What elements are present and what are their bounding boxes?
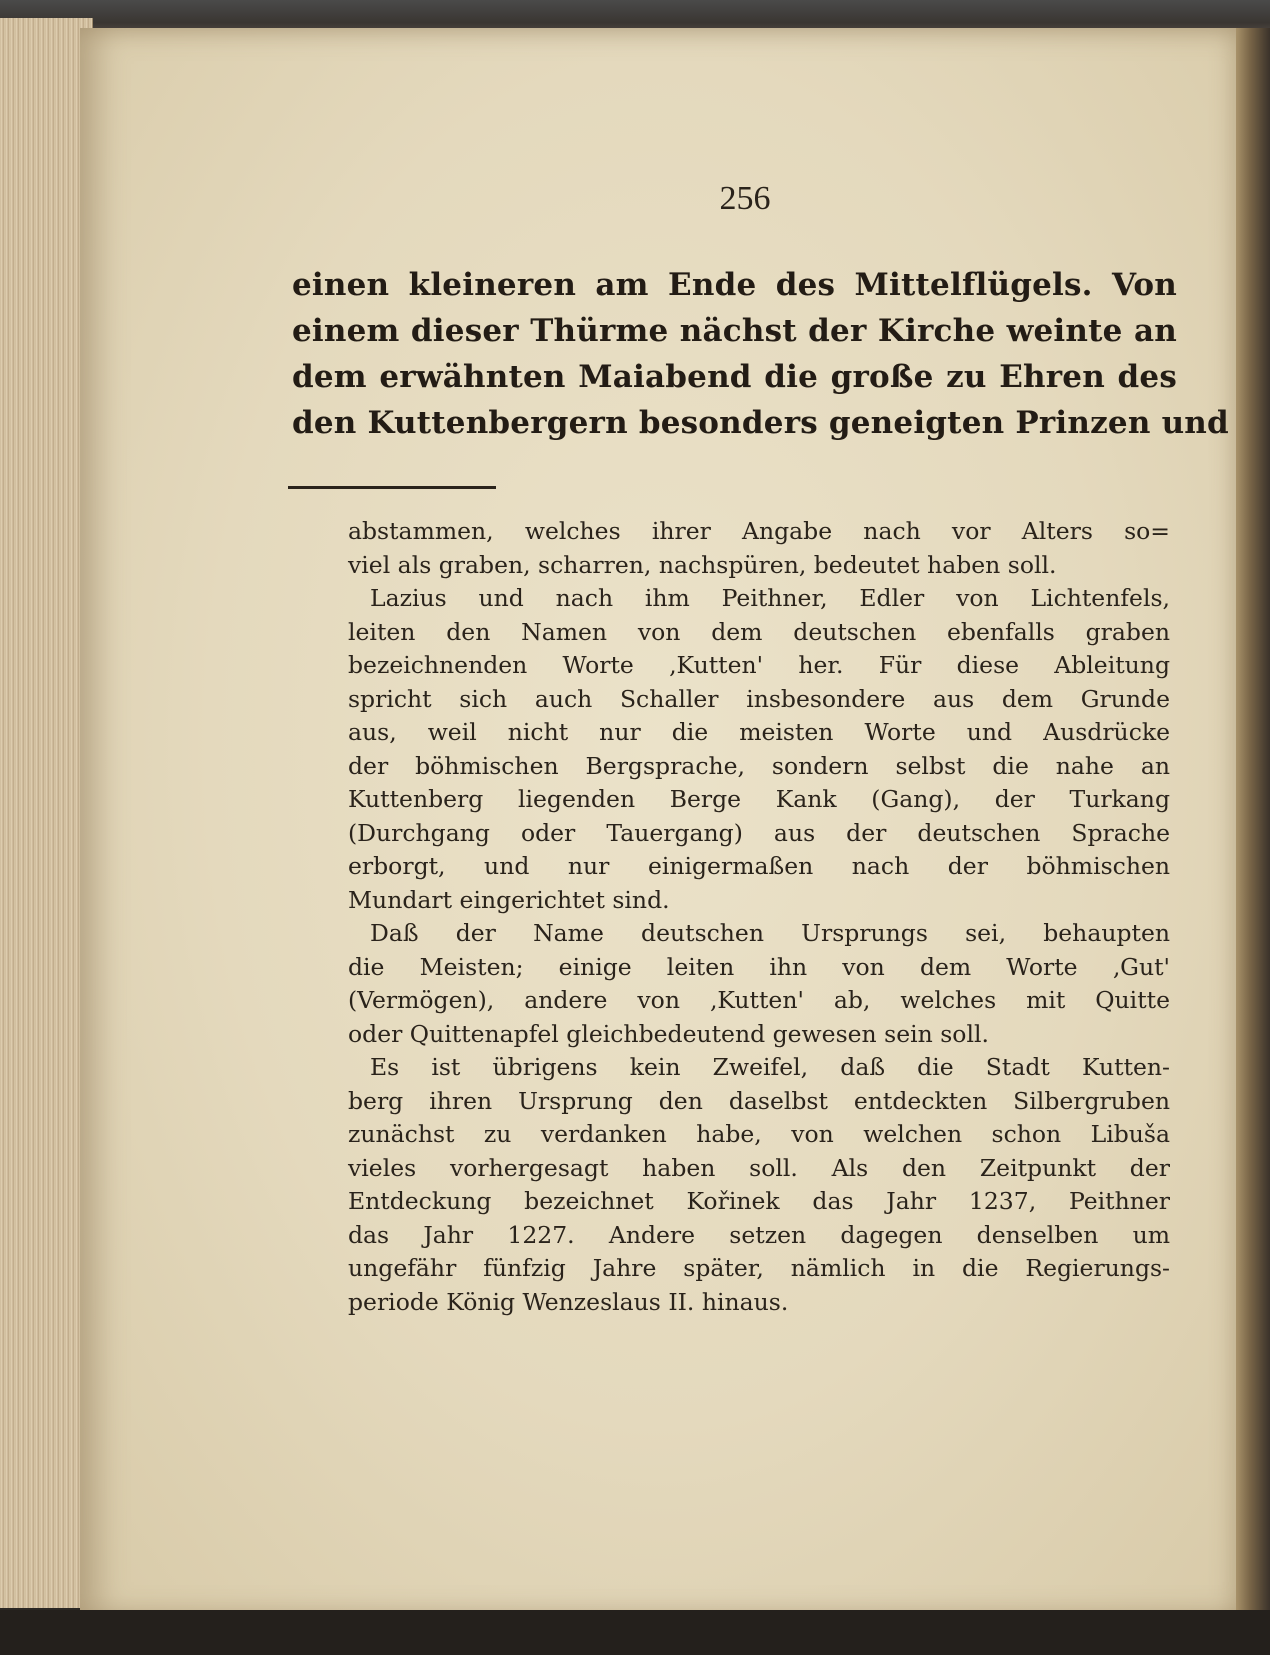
footnote-line: der böhmischen Bergsprache, sondern selbst die nahe an: [348, 751, 1170, 780]
footnote-line: Mundart eingerichtet sind.: [348, 885, 670, 914]
book-bottom-edge: [0, 1610, 1270, 1655]
footnote-line: aus, weil nicht nur die meisten Worte und Ausdrücke: [348, 718, 1170, 746]
footnote-line: vieles vorhergesagt haben soll. Als den Zeitpunkt der: [348, 1153, 1170, 1182]
footnote-line: das Jahr 1227. Andere setzen dagegen denselben um: [348, 1220, 1170, 1249]
footnote-line: Daß der Name deutschen Ursprungs sei, behaupten: [370, 919, 1170, 947]
footnote-line: die Meisten; einige leiten ihn von dem Worte ‚Gut': [348, 952, 1170, 981]
footnote-line: (Durchgang oder Tauergang) aus der deutschen Sprache: [348, 818, 1170, 847]
main-text: [292, 262, 1229, 446]
footnote-line: (Vermögen), andere von ‚Kutten' ab, welches mit Quitte: [348, 986, 1170, 1014]
main-text-line: einem dieser Thürme nächst der Kirche weinte an: [292, 313, 1177, 349]
footnote-line: leiten den Namen von dem deutschen ebenfalls graben: [348, 617, 1170, 646]
footnote-line: Entdeckung bezeichnet Kořinek das Jahr 1237, Peithner: [348, 1187, 1170, 1215]
footnote-line: Kuttenberg liegenden Berge Kank (Gang), der Turkang: [348, 785, 1170, 813]
book-gutter-shadow: [1236, 28, 1270, 1618]
main-text-line: dem erwähnten Maiabend die große zu Ehren des: [292, 359, 1177, 395]
footnote-line: spricht sich auch Schaller insbesondere aus dem Grunde: [348, 684, 1170, 713]
footnote-separator: [288, 486, 496, 489]
footnote: [348, 515, 1170, 1319]
footnote-line: ungefähr fünfzig Jahre später, nämlich in die Regierungs-: [348, 1254, 1170, 1282]
footnote-line: Lazius und nach ihm Peithner, Edler von Lichtenfels,: [370, 584, 1170, 612]
footnote-line: zunächst zu verdanken habe, von welchen schon Libuša: [348, 1120, 1170, 1148]
main-text-line: einen kleineren am Ende des Mittelflügels. Von: [292, 267, 1177, 303]
footnote-line: Es ist übrigens kein Zweifel, daß die Stadt Kutten-: [370, 1053, 1170, 1081]
footnote-line: viel als graben, scharren, nachspüren, bedeutet haben soll.: [348, 550, 1057, 579]
footnote-line: berg ihren Ursprung den daselbst entdeckten Silbergruben: [348, 1086, 1170, 1115]
footnote-line: abstammen, welches ihrer Angabe nach vor Alters so=: [348, 517, 1170, 545]
footnote-line: oder Quittenapfel gleichbedeutend gewesen sein soll.: [348, 1019, 989, 1048]
page-number: 256: [719, 180, 771, 217]
footnote-line: periode König Wenzeslaus II. hinaus.: [348, 1287, 789, 1316]
main-text-line: den Kuttenbergern besonders geneigten Prinzen und: [292, 405, 1229, 441]
footnote-line: bezeichnenden Worte ‚Kutten' her. Für diese Ableitung: [348, 651, 1170, 679]
footnote-line: erborgt, und nur einigermaßen nach der böhmischen: [348, 852, 1170, 880]
